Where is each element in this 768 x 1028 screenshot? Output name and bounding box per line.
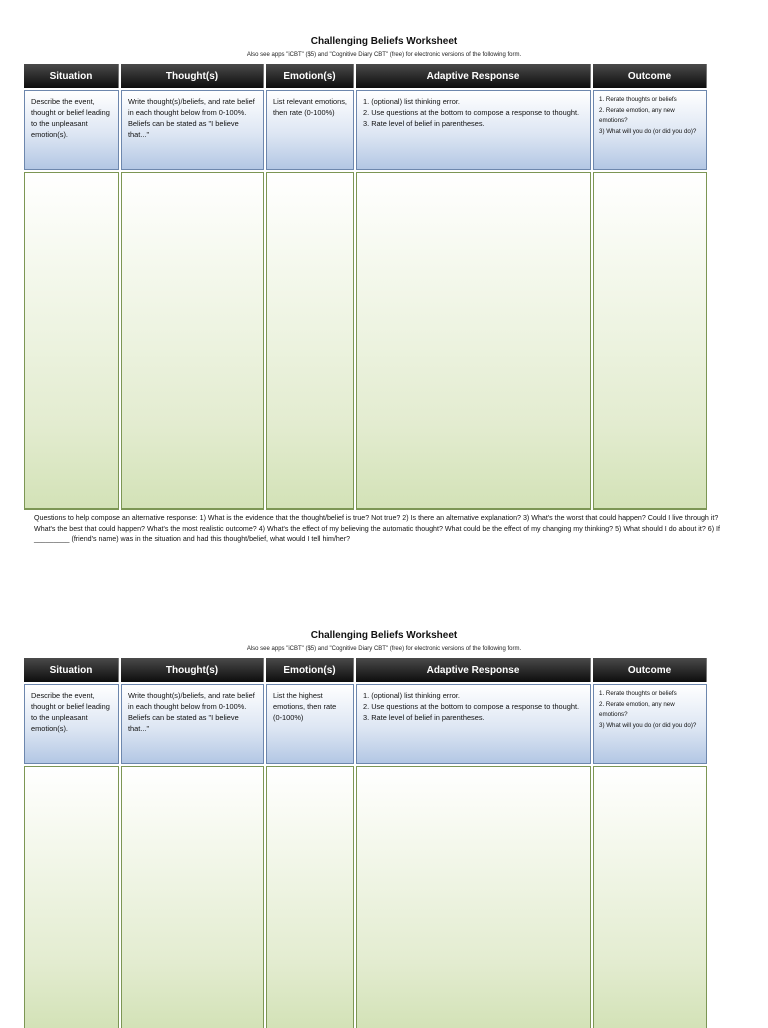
column-thoughts xyxy=(121,658,264,1024)
column-outcome xyxy=(593,658,707,1024)
worksheet-subtitle: Also see apps "iCBT" ($5) and "Cognitive Diary CBT" (free) for electronic versions of the following form. xyxy=(246,646,522,652)
instruction-outcome: 1. Rerate thoughts or beliefs 2. Rerate emotion, any new emotions? 3) What will you do (or did you do)? xyxy=(593,684,707,764)
worksheet-subtitle: Also see apps "iCBT" ($5) and "Cognitive Diary CBT" (free) for electronic versions of the following form. xyxy=(246,52,522,58)
entry-cell-situation[interactable] xyxy=(24,172,119,510)
column-header-adaptive-response: Adaptive Response xyxy=(356,64,591,88)
instruction-adaptive-response: 1. (optional) list thinking error. 2. Use questions at the bottom to compose a response to thought. 3. Rate level of belief in parentheses. xyxy=(356,90,591,170)
column-header-outcome: Outcome xyxy=(593,658,707,682)
column-thoughts xyxy=(121,64,264,510)
column-adaptive-response xyxy=(356,64,591,510)
column-header-outcome: Outcome xyxy=(593,64,707,88)
entry-cell-adaptive-response[interactable] xyxy=(356,766,591,1028)
column-emotions xyxy=(266,64,354,510)
column-outcome xyxy=(593,64,707,510)
entry-cell-emotions[interactable] xyxy=(266,766,354,1028)
column-header-situation: Situation xyxy=(24,64,119,88)
instruction-emotions: List relevant emotions, then rate (0-100%) xyxy=(266,90,354,170)
instruction-situation: Describe the event, thought or belief leading to the unpleasant emotion(s). xyxy=(24,90,119,170)
instruction-adaptive-response: 1. (optional) list thinking error. 2. Use questions at the bottom to compose a response to thought. 3. Rate level of belief in parentheses. xyxy=(356,684,591,764)
instruction-outcome: 1. Rerate thoughts or beliefs 2. Rerate emotion, any new emotions? 3) What will you do (or did you do)? xyxy=(593,90,707,170)
column-header-situation: Situation xyxy=(24,658,119,682)
worksheet-title: Challenging Beliefs Worksheet xyxy=(310,36,458,47)
column-header-emotions: Emotion(s) xyxy=(266,658,354,682)
entry-cell-situation[interactable] xyxy=(24,766,119,1028)
column-header-emotions: Emotion(s) xyxy=(266,64,354,88)
entry-cell-thoughts[interactable] xyxy=(121,766,264,1028)
entry-cell-thoughts[interactable] xyxy=(121,172,264,510)
column-situation xyxy=(24,658,119,1024)
entry-cell-emotions[interactable] xyxy=(266,172,354,510)
column-header-thoughts: Thought(s) xyxy=(121,658,264,682)
entry-cell-outcome[interactable] xyxy=(593,766,707,1028)
instruction-situation: Describe the event, thought or belief leading to the unpleasant emotion(s). xyxy=(24,684,119,764)
instruction-emotions: List the highest emotions, then rate (0-100%) xyxy=(266,684,354,764)
worksheet-table xyxy=(24,64,707,510)
alternative-response-questions: Questions to help compose an alternative response: 1) What is the evidence that the thought/belief is true? Not true? 2) Is there an alternative explanation? 3) What's the worst that could happen? Could I live through it? What's the best that could happen? What's the most realistic outcome? 4) What's the effect of my believing the automatic thought? What could be the effect of my changing my thinking? 5) What should I do about it? 6) If _________ (friend's name) was in the situation and had this thought/belief, what would I tell him/her? xyxy=(34,514,720,543)
column-header-thoughts: Thought(s) xyxy=(121,64,264,88)
column-emotions xyxy=(266,658,354,1024)
instruction-thoughts: Write thought(s)/beliefs, and rate belief in each thought below from 0-100%. Beliefs can be stated as "I believe that..." xyxy=(121,90,264,170)
entry-cell-outcome[interactable] xyxy=(593,172,707,510)
instruction-thoughts: Write thought(s)/beliefs, and rate belief in each thought below from 0-100%. Beliefs can be stated as "I believe that..." xyxy=(121,684,264,764)
worksheet-title: Challenging Beliefs Worksheet xyxy=(310,630,458,641)
column-situation xyxy=(24,64,119,510)
worksheet-table xyxy=(24,658,707,1024)
column-header-adaptive-response: Adaptive Response xyxy=(356,658,591,682)
entry-cell-adaptive-response[interactable] xyxy=(356,172,591,510)
column-adaptive-response xyxy=(356,658,591,1024)
